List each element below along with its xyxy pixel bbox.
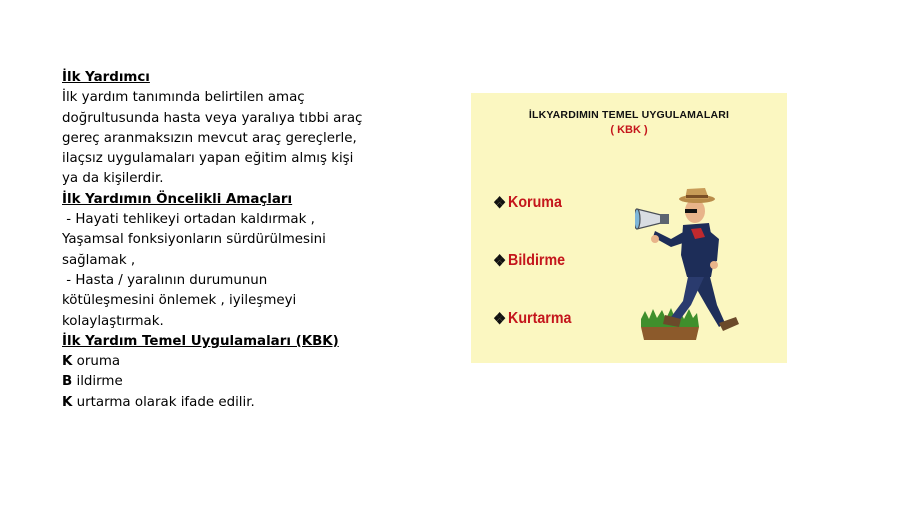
goals-line: - Hayati tehlikeyi ortadan kaldırmak , — [62, 212, 315, 228]
kbk-line-koruma — [62, 352, 382, 372]
definition-line: gereç aranmaksızın mevcut araç gereçlerle, — [62, 130, 357, 146]
diamond-bullet-icon: ❖ — [493, 311, 507, 328]
kbk-line-kurtarma — [62, 393, 382, 413]
figure-item-kurtarma — [493, 309, 571, 329]
goals-line: kolaylaştırmak. — [62, 313, 164, 329]
diamond-bullet-icon: ❖ — [493, 253, 507, 270]
figure-title: İLKYARDIMIN TEMEL UYGULAMALARI — [528, 109, 730, 121]
kbk-rest: urtarma olarak ifade edilir. — [72, 394, 255, 410]
goals-line: kötüleşmesini önlemek , iyileşmeyi — [62, 293, 297, 309]
kbk-letter: B — [62, 374, 73, 390]
person-with-megaphone-icon — [635, 177, 755, 353]
kbk-rest: ildirme — [72, 374, 123, 390]
goals-line: Yaşamsal fonksiyonların sürdürülmesini — [62, 232, 326, 248]
diamond-bullet-icon: ❖ — [493, 195, 507, 212]
figure-subtitle: ( KBK ) — [610, 124, 648, 136]
figure-item-bildirme — [493, 251, 565, 271]
kbk-letter: K — [62, 394, 73, 410]
definition-line: İlk yardım tanımında belirtilen amaç — [62, 90, 305, 106]
figure-item-koruma — [493, 193, 562, 213]
goals-line: - Hasta / yaralının durumunun — [62, 272, 268, 288]
heading-first-aider: İlk Yardımcı — [62, 70, 150, 85]
definition-line: doğrultusunda hasta veya yaralıya tıbbi araç — [62, 110, 363, 126]
figure-item-label: Kurtarma — [508, 310, 572, 327]
figure-item-label: Bildirme — [508, 252, 566, 269]
figure-item-label: Koruma — [508, 194, 562, 211]
kbk-illustration — [471, 93, 787, 363]
text-content — [62, 68, 382, 413]
goals-line: sağlamak , — [62, 252, 136, 268]
kbk-letter: K — [62, 354, 73, 370]
kbk-rest: oruma — [72, 354, 121, 370]
kbk-line-bildirme — [62, 372, 382, 392]
heading-priority-goals: İlk Yardımın Öncelikli Amaçları — [62, 191, 293, 207]
definition-line: ilaçsız uygulamaları yapan eğitim almış kişi — [62, 151, 354, 167]
heading-basic-practices: İlk Yardım Temel Uygulamaları (KBK) — [62, 333, 339, 349]
definition-line: ya da kişilerdir. — [62, 171, 164, 187]
